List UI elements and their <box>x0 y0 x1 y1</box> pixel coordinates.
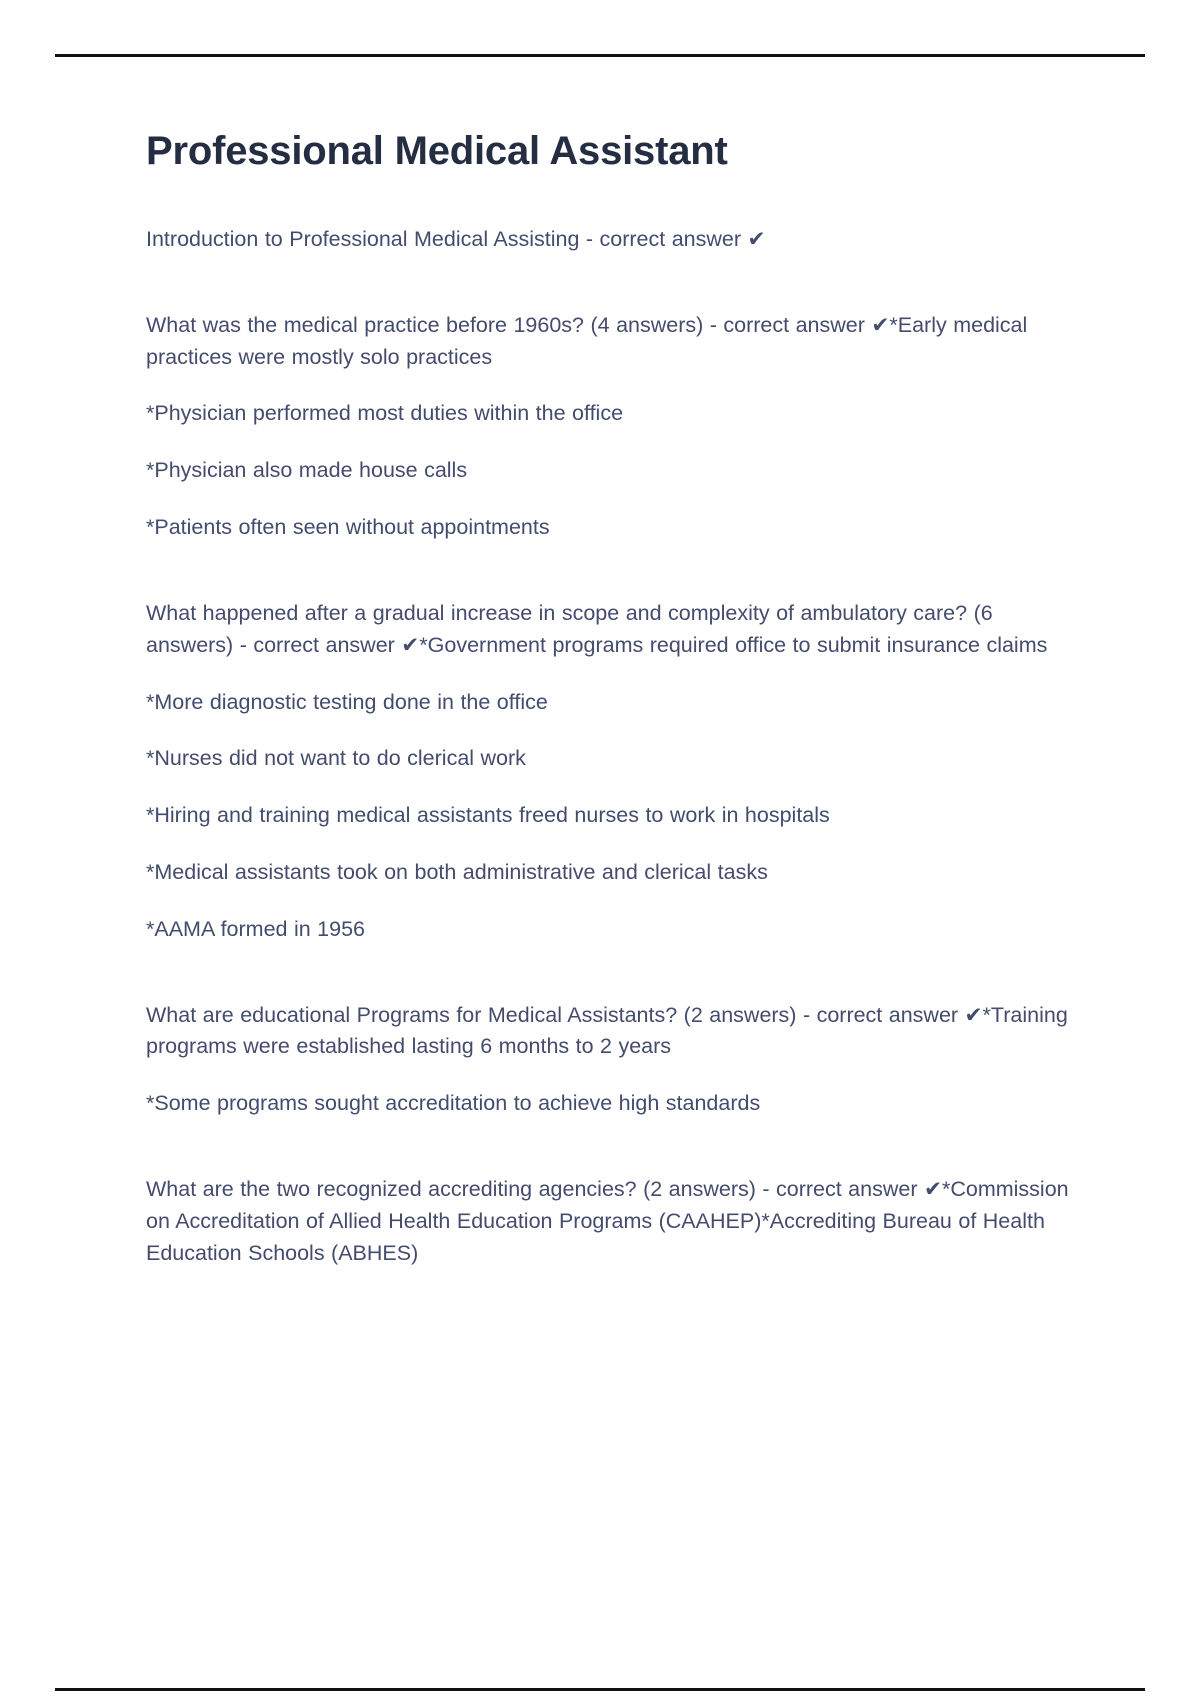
paragraph-q2-answer-4: *Hiring and training medical assistants freed nurses to work in hospitals <box>146 803 830 828</box>
paragraph-intro: Introduction to Professional Medical Assisting - correct answer ✔ <box>146 227 766 251</box>
paragraph-question-2: What happened after a gradual increase in scope and complexity of ambulatory care? (6 answers) - correct answer ✔*Government programs required office to submit insurance claims <box>146 600 1048 657</box>
paragraph-q2-answer-6: *AAMA formed in 1956 <box>146 916 366 941</box>
paragraph-q2-answer-3: *Nurses did not want to do clerical work <box>146 746 526 771</box>
bottom-horizontal-rule <box>55 1688 1145 1691</box>
paragraph-question-4: What are the two recognized accrediting agencies? (2 answers) - correct answer ✔*Commission on Accreditation of Allied Health Education Programs (CAAHEP)*Accrediting Bureau of Health Education Schools (ABHES) <box>146 1177 1069 1265</box>
paragraph-q1-answer-3: *Physician also made house calls <box>146 458 468 483</box>
paragraph-q2-answer-2: *More diagnostic testing done in the office <box>146 689 548 714</box>
paragraph-q1-answer-2: *Physician performed most duties within the office <box>146 401 624 426</box>
paragraph-q1-answer-4: *Patients often seen without appointments <box>146 515 550 540</box>
page-title: Professional Medical Assistant <box>146 129 728 173</box>
paragraph-question-1: What was the medical practice before 1960s? (4 answers) - correct answer ✔*Early medical practices were mostly solo practices <box>146 312 1028 369</box>
paragraph-q2-answer-5: *Medical assistants took on both administrative and clerical tasks <box>146 859 768 884</box>
document-body <box>146 128 1086 1294</box>
top-horizontal-rule <box>55 54 1145 57</box>
paragraph-question-3: What are educational Programs for Medical Assistants? (2 answers) - correct answer ✔*Training programs were established lasting 6 months to 2 years <box>146 1002 1068 1059</box>
paragraph-q3-answer-2: *Some programs sought accreditation to achieve high standards <box>146 1091 761 1116</box>
